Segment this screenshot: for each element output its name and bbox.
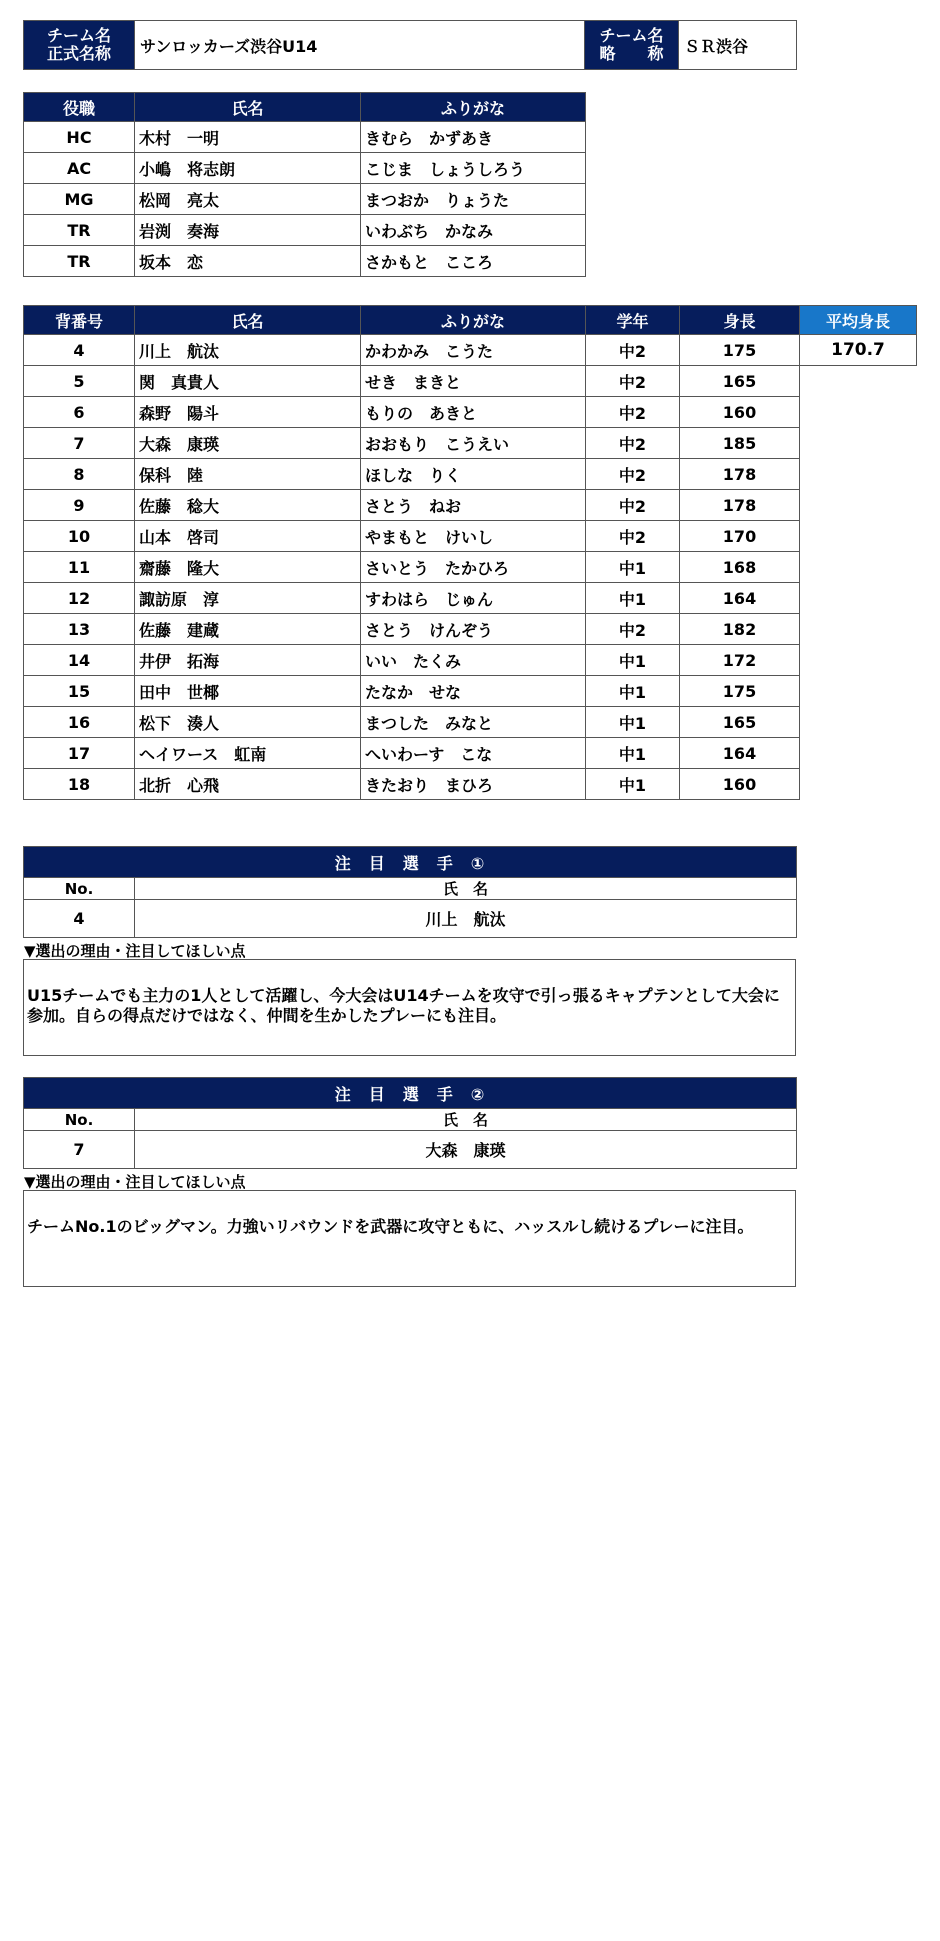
player-kana: かわかみ こうた bbox=[361, 335, 586, 366]
player-number: 7 bbox=[24, 428, 135, 459]
player-number: 17 bbox=[24, 738, 135, 769]
player-height: 178 bbox=[680, 490, 800, 521]
empty-cell bbox=[800, 552, 917, 583]
staff-name: 木村 一明 bbox=[135, 122, 361, 153]
staff-name: 松岡 亮太 bbox=[135, 184, 361, 215]
featured-reason: チームNo.1のビッグマン。力強いリバウンドを武器に攻守ともに、ハッスルし続けるプレーに注目。 bbox=[23, 1190, 796, 1287]
staff-kana: いわぶち かなみ bbox=[361, 215, 586, 246]
team-name-table bbox=[23, 20, 797, 70]
short-name-label: チーム名 略 称 bbox=[585, 21, 679, 70]
staff-role: HC bbox=[24, 122, 135, 153]
empty-cell bbox=[800, 521, 917, 552]
staff-row bbox=[24, 122, 586, 153]
staff-name: 坂本 恋 bbox=[135, 246, 361, 277]
featured-no: 7 bbox=[24, 1131, 135, 1169]
player-kana: ほしな りく bbox=[361, 459, 586, 490]
player-row bbox=[24, 335, 917, 366]
player-header-height: 身長 bbox=[680, 306, 800, 335]
average-height-value: 170.7 bbox=[800, 335, 917, 366]
player-grade: 中1 bbox=[586, 583, 680, 614]
player-grade: 中2 bbox=[586, 490, 680, 521]
player-number: 12 bbox=[24, 583, 135, 614]
staff-role: MG bbox=[24, 184, 135, 215]
player-grade: 中1 bbox=[586, 676, 680, 707]
featured-name-label: 氏 名 bbox=[135, 878, 797, 900]
player-height: 164 bbox=[680, 738, 800, 769]
player-grade: 中2 bbox=[586, 614, 680, 645]
player-grade: 中1 bbox=[586, 707, 680, 738]
average-height-label: 平均身長 bbox=[800, 306, 917, 335]
player-height: 172 bbox=[680, 645, 800, 676]
player-kana: もりの あきと bbox=[361, 397, 586, 428]
player-height: 185 bbox=[680, 428, 800, 459]
player-row bbox=[24, 521, 917, 552]
featured-reason-label: ▼選出の理由・注目してほしい点 bbox=[24, 942, 246, 960]
players-table bbox=[23, 305, 917, 800]
featured-reason: U15チームでも主力の1人として活躍し、今大会はU14チームを攻守で引っ張るキャプテンとして大会に参加。自らの得点だけではなく、仲間を生かしたプレーにも注目。 bbox=[23, 959, 796, 1056]
empty-cell bbox=[800, 645, 917, 676]
player-name: 関 真貴人 bbox=[135, 366, 361, 397]
featured-reason-label: ▼選出の理由・注目してほしい点 bbox=[24, 1173, 246, 1191]
player-row bbox=[24, 583, 917, 614]
player-height: 160 bbox=[680, 769, 800, 800]
empty-cell bbox=[800, 738, 917, 769]
featured-player-table bbox=[23, 846, 797, 938]
featured-title: 注 目 選 手 ① bbox=[24, 847, 797, 878]
player-height: 175 bbox=[680, 676, 800, 707]
player-kana: たなか せな bbox=[361, 676, 586, 707]
staff-name: 小嶋 将志朗 bbox=[135, 153, 361, 184]
player-name: 北折 心飛 bbox=[135, 769, 361, 800]
staff-kana: まつおか りょうた bbox=[361, 184, 586, 215]
featured-no-label: No. bbox=[24, 1109, 135, 1131]
player-name: 川上 航汰 bbox=[135, 335, 361, 366]
player-kana: さとう けんぞう bbox=[361, 614, 586, 645]
player-number: 10 bbox=[24, 521, 135, 552]
player-height: 160 bbox=[680, 397, 800, 428]
player-number: 11 bbox=[24, 552, 135, 583]
player-header-name: 氏名 bbox=[135, 306, 361, 335]
empty-cell bbox=[800, 459, 917, 490]
player-name: 佐藤 稔大 bbox=[135, 490, 361, 521]
player-height: 168 bbox=[680, 552, 800, 583]
empty-cell bbox=[800, 490, 917, 521]
featured-name: 大森 康瑛 bbox=[135, 1131, 797, 1169]
player-header-number: 背番号 bbox=[24, 306, 135, 335]
player-grade: 中2 bbox=[586, 397, 680, 428]
staff-name: 岩渕 奏海 bbox=[135, 215, 361, 246]
featured-name: 川上 航汰 bbox=[135, 900, 797, 938]
player-row bbox=[24, 552, 917, 583]
player-number: 13 bbox=[24, 614, 135, 645]
player-row bbox=[24, 769, 917, 800]
player-row bbox=[24, 707, 917, 738]
featured-no-label: No. bbox=[24, 878, 135, 900]
player-number: 8 bbox=[24, 459, 135, 490]
short-name-value: ＳＲ渋谷 bbox=[679, 21, 797, 70]
staff-role: TR bbox=[24, 215, 135, 246]
player-kana: さいとう たかひろ bbox=[361, 552, 586, 583]
player-name: 保科 陸 bbox=[135, 459, 361, 490]
player-number: 18 bbox=[24, 769, 135, 800]
player-grade: 中2 bbox=[586, 428, 680, 459]
official-name-label: チーム名 正式名称 bbox=[24, 21, 135, 70]
player-name: 齋藤 隆大 bbox=[135, 552, 361, 583]
player-name: ヘイワース 虹南 bbox=[135, 738, 361, 769]
staff-header-kana: ふりがな bbox=[361, 93, 586, 122]
player-number: 5 bbox=[24, 366, 135, 397]
player-row bbox=[24, 614, 917, 645]
player-number: 6 bbox=[24, 397, 135, 428]
player-row bbox=[24, 738, 917, 769]
player-grade: 中2 bbox=[586, 335, 680, 366]
empty-cell bbox=[800, 583, 917, 614]
empty-cell bbox=[800, 676, 917, 707]
player-grade: 中1 bbox=[586, 769, 680, 800]
player-row bbox=[24, 645, 917, 676]
player-height: 182 bbox=[680, 614, 800, 645]
player-number: 14 bbox=[24, 645, 135, 676]
staff-table bbox=[23, 92, 586, 277]
empty-cell bbox=[800, 614, 917, 645]
player-grade: 中2 bbox=[586, 521, 680, 552]
player-name: 井伊 拓海 bbox=[135, 645, 361, 676]
player-height: 165 bbox=[680, 366, 800, 397]
player-kana: さとう ねお bbox=[361, 490, 586, 521]
player-height: 165 bbox=[680, 707, 800, 738]
official-name-value: サンロッカーズ渋谷U14 bbox=[135, 21, 585, 70]
staff-header-role: 役職 bbox=[24, 93, 135, 122]
empty-cell bbox=[800, 366, 917, 397]
staff-kana: きむら かずあき bbox=[361, 122, 586, 153]
staff-role: AC bbox=[24, 153, 135, 184]
player-name: 大森 康瑛 bbox=[135, 428, 361, 459]
featured-player-table bbox=[23, 1077, 797, 1169]
empty-cell bbox=[800, 428, 917, 459]
staff-row bbox=[24, 215, 586, 246]
player-name: 田中 世椰 bbox=[135, 676, 361, 707]
player-grade: 中1 bbox=[586, 645, 680, 676]
staff-row bbox=[24, 246, 586, 277]
player-row bbox=[24, 397, 917, 428]
player-grade: 中1 bbox=[586, 738, 680, 769]
player-grade: 中2 bbox=[586, 459, 680, 490]
player-row bbox=[24, 366, 917, 397]
staff-row bbox=[24, 184, 586, 215]
staff-role: TR bbox=[24, 246, 135, 277]
player-number: 16 bbox=[24, 707, 135, 738]
staff-kana: さかもと こころ bbox=[361, 246, 586, 277]
player-kana: すわはら じゅん bbox=[361, 583, 586, 614]
player-row bbox=[24, 428, 917, 459]
player-kana: せき まきと bbox=[361, 366, 586, 397]
player-header-grade: 学年 bbox=[586, 306, 680, 335]
staff-kana: こじま しょうしろう bbox=[361, 153, 586, 184]
player-kana: いい たくみ bbox=[361, 645, 586, 676]
player-name: 松下 湊人 bbox=[135, 707, 361, 738]
player-kana: やまもと けいし bbox=[361, 521, 586, 552]
player-name: 山本 啓司 bbox=[135, 521, 361, 552]
empty-cell bbox=[800, 397, 917, 428]
player-row bbox=[24, 459, 917, 490]
player-height: 178 bbox=[680, 459, 800, 490]
featured-title: 注 目 選 手 ② bbox=[24, 1078, 797, 1109]
empty-cell bbox=[800, 769, 917, 800]
player-row bbox=[24, 490, 917, 521]
player-row bbox=[24, 676, 917, 707]
player-name: 佐藤 建蔵 bbox=[135, 614, 361, 645]
player-kana: へいわーす こな bbox=[361, 738, 586, 769]
empty-cell bbox=[800, 707, 917, 738]
player-height: 170 bbox=[680, 521, 800, 552]
player-number: 4 bbox=[24, 335, 135, 366]
player-height: 164 bbox=[680, 583, 800, 614]
player-header-kana: ふりがな bbox=[361, 306, 586, 335]
player-grade: 中1 bbox=[586, 552, 680, 583]
player-grade: 中2 bbox=[586, 366, 680, 397]
player-kana: きたおり まひろ bbox=[361, 769, 586, 800]
player-number: 9 bbox=[24, 490, 135, 521]
staff-header-name: 氏名 bbox=[135, 93, 361, 122]
player-number: 15 bbox=[24, 676, 135, 707]
featured-no: 4 bbox=[24, 900, 135, 938]
player-kana: まつした みなと bbox=[361, 707, 586, 738]
player-height: 175 bbox=[680, 335, 800, 366]
player-name: 諏訪原 淳 bbox=[135, 583, 361, 614]
staff-row bbox=[24, 153, 586, 184]
player-name: 森野 陽斗 bbox=[135, 397, 361, 428]
featured-name-label: 氏 名 bbox=[135, 1109, 797, 1131]
player-kana: おおもり こうえい bbox=[361, 428, 586, 459]
